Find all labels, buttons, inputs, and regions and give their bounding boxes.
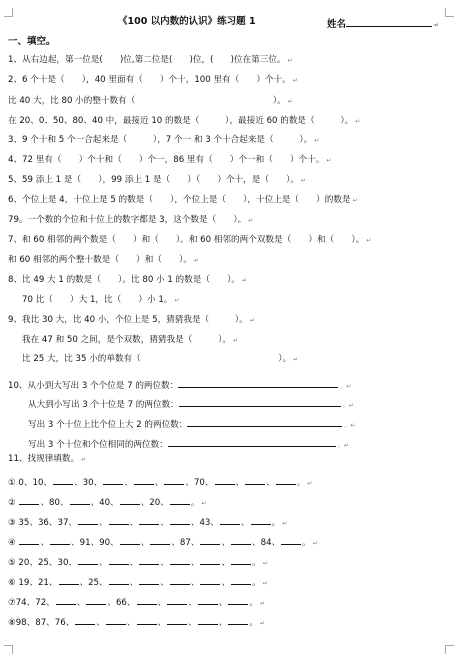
- answer-line[interactable]: [178, 378, 338, 388]
- pattern-text: 。: [271, 518, 281, 528]
- question-11-title: 11、找规律填数。: [8, 454, 80, 464]
- answer-blank[interactable]: [228, 616, 248, 625]
- pattern-text: 、: [218, 598, 228, 608]
- answer-blank[interactable]: [109, 576, 129, 585]
- answer-blank[interactable]: [103, 476, 123, 485]
- answer-blank[interactable]: [170, 576, 190, 585]
- paragraph-mark: ↵: [193, 257, 200, 264]
- pattern-text: 。: [296, 478, 306, 488]
- pattern-text: 、80、: [40, 498, 69, 508]
- paragraph-mark: ↵: [248, 217, 254, 224]
- paragraph-mark: ↵: [292, 77, 298, 84]
- answer-blank[interactable]: [281, 536, 301, 545]
- question-text: 1、从右边起，第一位是( )位,第二位是( )位，( )位在第三位。: [8, 55, 286, 65]
- question-text: 比 40 大，比 80 小的整十数有（ ）。: [8, 96, 286, 106]
- question-text: 我在 47 和 50 之间，是个双数，猜猜我是（ ）。: [22, 335, 231, 345]
- pattern-text: 。: [190, 498, 200, 508]
- corner-mark-bottom-right: [445, 645, 454, 654]
- pattern-text: ⑧98、87、76、: [8, 618, 75, 628]
- corner-mark-top-right: [445, 8, 454, 17]
- paragraph-mark: ↵: [242, 277, 248, 284]
- pattern-text: 、: [235, 478, 245, 488]
- pattern-text: 、: [157, 618, 167, 628]
- answer-blank[interactable]: [53, 476, 73, 485]
- question-q5: [8, 176, 306, 186]
- pattern-text: 、: [129, 558, 139, 568]
- answer-line[interactable]: [179, 397, 341, 407]
- answer-blank[interactable]: [120, 496, 140, 505]
- answer-blank[interactable]: [139, 576, 159, 585]
- answer-blank[interactable]: [137, 616, 157, 625]
- paragraph-mark: ↵: [201, 500, 207, 507]
- question-text: 从大到小写出 3 个十位是 7 的两位数：: [28, 400, 179, 410]
- pattern-text: 、30、: [74, 478, 103, 488]
- pattern-row-r7: [8, 596, 265, 609]
- question-q10d: [28, 437, 349, 451]
- question-q8b: [22, 296, 179, 306]
- pattern-text: 。: [252, 578, 261, 588]
- answer-blank[interactable]: [170, 516, 190, 525]
- answer-blank[interactable]: [86, 596, 106, 605]
- pattern-text: 、: [99, 558, 108, 568]
- pattern-text: 、40、: [90, 498, 119, 508]
- answer-blank[interactable]: [109, 516, 129, 525]
- answer-blank[interactable]: [228, 596, 248, 605]
- pattern-text: 、: [221, 578, 231, 588]
- paragraph-mark: 。↵: [340, 383, 352, 390]
- question-text: 6、个位上是 4，十位上是 5 的数是（ ），个位上是（ ），十位上是（ ）的数是: [8, 195, 351, 205]
- answer-blank[interactable]: [167, 616, 187, 625]
- question-text: 79。一个数的个位和十位上的数字都是 3，这个数是（ ）。: [8, 215, 247, 225]
- pattern-text: ① 0、10、: [8, 478, 53, 488]
- answer-blank[interactable]: [198, 596, 218, 605]
- paragraph-mark: 。↵: [342, 402, 354, 409]
- pattern-text: 、: [218, 618, 228, 628]
- answer-blank[interactable]: [134, 476, 154, 485]
- question-q3: [8, 136, 319, 146]
- answer-blank[interactable]: [164, 476, 184, 485]
- question-q6b: [8, 216, 253, 226]
- answer-blank[interactable]: [220, 516, 240, 525]
- question-11-heading: 11、找规律填数。 ↵: [8, 454, 87, 464]
- paragraph-mark: ↵: [282, 520, 288, 527]
- pattern-text: 、: [154, 478, 164, 488]
- pattern-text: 、: [76, 598, 86, 608]
- pattern-text: 、: [240, 518, 250, 528]
- paragraph-mark: ↵: [262, 560, 268, 567]
- answer-blank[interactable]: [19, 536, 39, 545]
- paragraph-mark: ↵: [366, 237, 372, 244]
- pattern-text: 、84、: [252, 538, 281, 548]
- paragraph-mark: 。↵: [337, 442, 349, 449]
- answer-blank[interactable]: [231, 536, 251, 545]
- pattern-text: 、: [126, 618, 136, 628]
- question-q1: [8, 56, 293, 66]
- pattern-text: 、: [160, 578, 169, 588]
- paragraph-mark: ↵: [300, 177, 307, 184]
- answer-line[interactable]: [187, 417, 342, 427]
- pattern-text: 、66、: [107, 598, 136, 608]
- pattern-text: ⑦74、72、: [8, 598, 55, 608]
- pattern-text: 、: [266, 478, 275, 488]
- title-text: 《100 以内数的认识》练习题 1: [118, 16, 256, 27]
- pattern-row-r3: [8, 516, 287, 529]
- pattern-text: 、: [40, 538, 50, 548]
- paragraph-mark: ↵: [355, 118, 361, 125]
- answer-blank[interactable]: [245, 476, 265, 485]
- pattern-text: ②: [8, 498, 19, 508]
- question-text: 5、59 添上 1 是（ ），99 添上 1 是（ ）（ ）个十，是（ ）。: [8, 175, 299, 185]
- paragraph-mark: ↵: [262, 580, 268, 587]
- answer-blank[interactable]: [70, 496, 90, 505]
- pattern-text: 、: [188, 618, 197, 628]
- name-label: 姓名: [327, 19, 347, 30]
- answer-blank[interactable]: [139, 556, 159, 565]
- answer-blank[interactable]: [170, 556, 190, 565]
- pattern-row-r6: [8, 576, 268, 589]
- paragraph-mark: ↵: [249, 317, 255, 324]
- pattern-text: 、43、: [190, 518, 219, 528]
- name-blank[interactable]: [346, 17, 432, 27]
- question-text: 2、6 个十是（ ），40 里面有（ ）个十，100 里有（ ）个十。: [8, 75, 291, 85]
- section-1-text: 一、填空。: [8, 36, 56, 47]
- pattern-text: 。: [302, 538, 311, 548]
- answer-blank[interactable]: [59, 576, 79, 585]
- answer-blank[interactable]: [120, 536, 140, 545]
- pattern-text: 、: [96, 618, 105, 628]
- paragraph-mark: ↵: [259, 620, 265, 627]
- name-field[interactable]: 姓名 ↵: [327, 19, 440, 30]
- answer-blank[interactable]: [276, 476, 296, 485]
- answer-blank[interactable]: [78, 556, 98, 565]
- pattern-text: 、70、: [185, 478, 214, 488]
- question-q6: [8, 196, 358, 206]
- pattern-text: 、20、: [140, 498, 169, 508]
- question-text: 70 比（ ）大 1，比（ ）小 1。: [22, 295, 173, 305]
- pattern-text: ③ 35、36、37、: [8, 518, 78, 528]
- question-text: 8、比 49 大 1 的数是（ ）。比 80 小 1 的数是（ ）。: [8, 275, 240, 285]
- pattern-text: 、: [129, 518, 139, 528]
- pattern-text: 、: [190, 558, 200, 568]
- question-q2b: [8, 97, 293, 107]
- pattern-text: ④: [8, 538, 19, 548]
- answer-blank[interactable]: [139, 516, 159, 525]
- answer-blank[interactable]: [200, 556, 220, 565]
- pattern-row-r4: [8, 536, 318, 549]
- pattern-text: 、: [124, 478, 133, 488]
- answer-blank[interactable]: [170, 496, 190, 505]
- question-q9: [8, 316, 255, 326]
- paragraph-mark: ↵: [293, 356, 299, 363]
- question-q10c: [28, 417, 355, 431]
- question-q2c: [8, 117, 360, 127]
- question-text: 比 25 大，比 35 小的单数有（ ）。: [22, 354, 292, 364]
- pattern-text: 、: [221, 538, 231, 548]
- pattern-text: 、91、90、: [71, 538, 119, 548]
- paragraph-mark: ↵: [314, 137, 320, 144]
- question-text: 10、从小到大写出 3 个个位是 7 的两位数：: [8, 381, 179, 391]
- answer-blank[interactable]: [215, 476, 235, 485]
- pattern-text: 、: [99, 518, 108, 528]
- question-text: 写出 3 个十位上比个位上大 2 的两位数：: [28, 420, 188, 430]
- pattern-row-r1: [8, 476, 312, 489]
- question-q10b: [28, 397, 354, 411]
- paragraph-mark: ↵: [287, 98, 293, 105]
- paragraph-mark: ↵: [312, 540, 318, 547]
- answer-blank[interactable]: [167, 596, 187, 605]
- question-q10a: [8, 378, 351, 392]
- answer-blank[interactable]: [137, 596, 157, 605]
- question-q9b: [22, 336, 238, 346]
- pattern-row-r2: [8, 496, 206, 509]
- pattern-text: 、: [160, 558, 169, 568]
- paragraph-mark: ↵: [259, 600, 265, 607]
- answer-blank[interactable]: [109, 556, 129, 565]
- answer-blank[interactable]: [50, 536, 70, 545]
- section-1-heading: [8, 37, 56, 48]
- answer-blank[interactable]: [231, 576, 251, 585]
- paragraph-mark: ↵: [307, 480, 313, 487]
- pattern-text: 、: [221, 558, 231, 568]
- answer-blank[interactable]: [56, 596, 76, 605]
- paragraph-mark: ↵: [287, 57, 293, 64]
- question-text: 7、和 60 相邻的两个数是（ ）和（ ）。和 60 相邻的两个双数是（ ）和（ ）。: [8, 235, 365, 245]
- pattern-text: 、: [160, 518, 169, 528]
- answer-blank[interactable]: [78, 516, 98, 525]
- answer-blank[interactable]: [198, 616, 218, 625]
- answer-line[interactable]: [168, 437, 336, 447]
- paragraph-mark: ↵: [232, 337, 238, 344]
- paragraph-mark: ↵: [352, 197, 358, 204]
- corner-mark-top-left: [4, 8, 13, 17]
- answer-blank[interactable]: [251, 516, 271, 525]
- question-text: 4、72 里有（ ）个十和（ ）个一，86 里有（ ）个一和（ ）个十。: [8, 155, 325, 165]
- pattern-text: ⑤ 20、25、30、: [8, 558, 78, 568]
- pattern-text: 。: [249, 618, 258, 628]
- pattern-text: 。: [249, 598, 258, 608]
- pattern-text: 、25、: [79, 578, 108, 588]
- pattern-row-r5: [8, 556, 268, 569]
- pattern-text: 、: [140, 538, 150, 548]
- question-text: 写出 3 个十位和个位相同的两位数：: [28, 440, 168, 450]
- answer-blank[interactable]: [231, 556, 251, 565]
- question-text: 在 20、0、50、80、40 中，最接近 10 的数是（ ），最接近 60 的数是（ ）。: [8, 116, 354, 126]
- pattern-text: 、: [190, 578, 200, 588]
- answer-blank[interactable]: [19, 496, 39, 505]
- pattern-text: 、: [157, 598, 167, 608]
- paragraph-mark: ↵: [326, 157, 332, 164]
- pattern-row-r8: [8, 616, 265, 629]
- question-q7b: [8, 256, 199, 266]
- corner-mark-bottom-left: [4, 645, 13, 654]
- pattern-text: 、: [188, 598, 197, 608]
- paragraph-mark: 。↵: [344, 422, 356, 429]
- pattern-text: 、87、: [171, 538, 200, 548]
- question-q9c: [22, 355, 298, 365]
- answer-blank[interactable]: [75, 616, 95, 625]
- worksheet-title: [118, 17, 256, 28]
- answer-blank[interactable]: [150, 536, 170, 545]
- answer-blank[interactable]: [106, 616, 126, 625]
- pattern-text: ⑥ 19、21、: [8, 578, 58, 588]
- question-text: 3、9 个十和 5 个一合起来是（ ），7 个一 和 3 个十合起来是（ ）。: [8, 135, 313, 145]
- question-q4: [8, 156, 331, 166]
- pattern-text: 。: [252, 558, 261, 568]
- pattern-text: 、: [129, 578, 139, 588]
- question-text: 9、我比 30 大，比 40 小，个位上是 5，猜猜我是（ ）。: [8, 315, 248, 325]
- answer-blank[interactable]: [200, 576, 220, 585]
- question-q8: [8, 276, 247, 286]
- question-text: 和 60 相邻的两个整十数是（ ）和（ ）。: [8, 255, 192, 265]
- question-q7: [8, 236, 371, 246]
- question-q2: [8, 76, 298, 86]
- paragraph-mark: ↵: [174, 297, 180, 304]
- answer-blank[interactable]: [200, 536, 220, 545]
